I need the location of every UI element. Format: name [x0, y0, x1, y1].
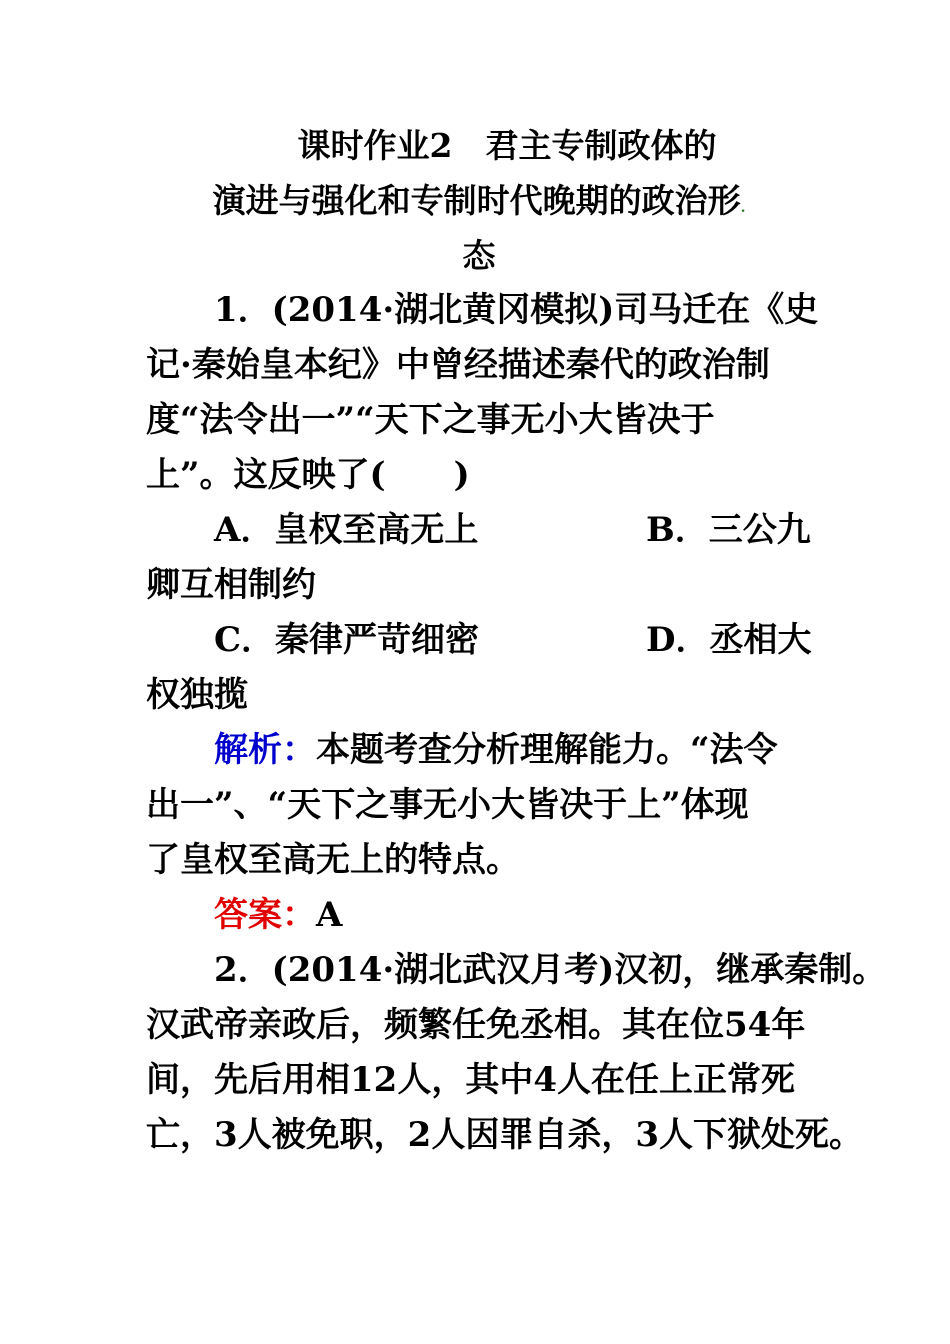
q2-line-4: 亡，3人被免职，2人因罪自杀，3人下狱处死。	[146, 1115, 863, 1155]
q2-line-2: 汉武帝亲政后，频繁任免丞相。其在位54年	[146, 1005, 806, 1045]
q1-analysis-line-3: 了皇权至高无上的特点。	[146, 840, 520, 880]
q2-line-1: 2．(2014·湖北武汉月考)汉初，继承秦制。	[214, 950, 887, 990]
title-text-3: 态	[462, 236, 496, 275]
document-page	[146, 118, 887, 1163]
q1-line-4: 上”。这反映了( )	[146, 455, 470, 495]
q1-option-b: B．三公九	[646, 510, 811, 550]
q1-option-d: D．丞相大	[646, 620, 812, 660]
q1-option-a: A．皇权至高无上	[214, 510, 479, 550]
title-line-2	[146, 173, 812, 228]
analysis-text-1: 本题考查分析理解能力。“法令	[316, 730, 778, 770]
q1-line-3: 度“法令出一”“天下之事无小大皆决于	[146, 400, 715, 440]
q1-answer-line	[146, 888, 812, 943]
q1-line-1: 1．(2014·湖北黄冈模拟)司马迁在《史	[214, 290, 819, 330]
title-text-1: 课时作业2 君主专制政体的	[297, 126, 717, 165]
green-dot-mark: .	[740, 200, 746, 216]
title-line-3	[146, 228, 812, 283]
q1-option-c: C．秦律严苛细密	[214, 620, 480, 660]
q1-option-b-continued: 卿互相制约	[146, 565, 316, 605]
q1-options-cd	[146, 613, 812, 668]
title-text-2: 演进与强化和专制时代晚期的政治形	[212, 181, 741, 220]
q1-options-ab	[146, 503, 812, 558]
q1-analysis-line-1	[146, 723, 812, 778]
answer-label: 答案：	[214, 895, 316, 935]
q1-analysis-line-2: 出一”、“天下之事无小大皆决于上”体现	[146, 785, 749, 825]
q1-option-d-continued: 权独揽	[146, 675, 248, 715]
q2-line-3: 间，先后用相12人，其中4人在任上正常死	[146, 1060, 795, 1100]
q1-line-2: 记·秦始皇本纪》中曾经描述秦代的政治制	[146, 345, 770, 385]
answer-value: A	[316, 895, 343, 935]
title-line-1	[146, 118, 812, 173]
analysis-label: 解析：	[214, 730, 316, 770]
